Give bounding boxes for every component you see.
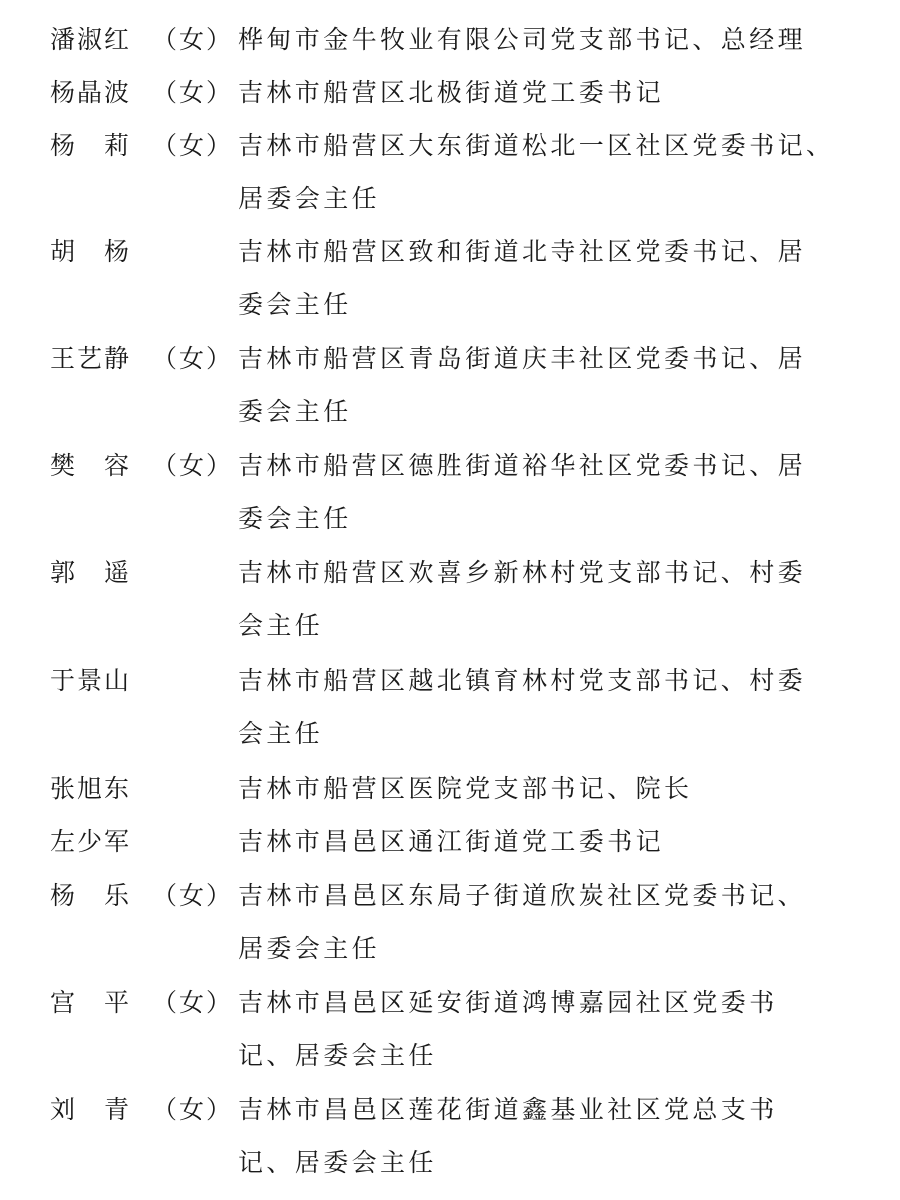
gender-note: （女） [152, 131, 234, 160]
person-title-line-1: 吉林市船营区青岛街道庆丰社区党委书记、居 [238, 344, 807, 373]
person-title-line-1: 吉林市昌邑区东局子街道欣炭社区党委书记、 [238, 881, 807, 910]
person-title-line-2: 记、居委会主任 [238, 1041, 437, 1070]
person-name: 杨 莉 [50, 131, 132, 160]
gender-note: （女） [152, 344, 234, 373]
person-title-line-2: 记、居委会主任 [238, 1148, 437, 1177]
person-title-line-1: 吉林市昌邑区延安街道鸿博嘉园社区党委书 [238, 988, 778, 1017]
gender-note [152, 769, 232, 809]
person-title-line-2: 居委会主任 [238, 934, 381, 963]
gender-note [152, 232, 232, 272]
person-title-line-1: 吉林市昌邑区莲花街道鑫基业社区党总支书 [238, 1095, 778, 1124]
person-title-line-2: 会主任 [238, 719, 324, 748]
person-name: 宫 平 [50, 988, 132, 1017]
person-name: 左少军 [50, 827, 132, 856]
person-title-line-1: 吉林市船营区致和街道北寺社区党委书记、居 [238, 237, 807, 266]
person-title-line-1: 吉林市船营区医院党支部书记、院长 [238, 774, 693, 803]
person-title-line-1: 吉林市船营区越北镇育林村党支部书记、村委 [238, 666, 807, 695]
person-title-line-1: 吉林市船营区大东街道松北一区社区党委书记、 [238, 131, 835, 160]
person-name: 杨 乐 [50, 881, 132, 910]
person-title-line-1: 吉林市船营区北极街道党工委书记 [238, 78, 665, 107]
person-title-line-1: 吉林市船营区德胜街道裕华社区党委书记、居 [238, 451, 807, 480]
person-title-line-1: 吉林市昌邑区通江街道党工委书记 [238, 827, 665, 856]
gender-note: （女） [152, 78, 234, 107]
person-title-line-1: 桦甸市金牛牧业有限公司党支部书记、总经理 [238, 25, 807, 54]
person-name: 王艺静 [50, 344, 132, 373]
person-name: 胡 杨 [50, 237, 132, 266]
person-title-line-2: 会主任 [238, 611, 324, 640]
gender-note: （女） [152, 1095, 234, 1124]
person-title-line-2: 居委会主任 [238, 184, 381, 213]
gender-note: （女） [152, 881, 234, 910]
gender-note [152, 822, 232, 862]
person-name: 于景山 [50, 666, 132, 695]
person-title-line-1: 吉林市船营区欢喜乡新林村党支部书记、村委 [238, 558, 807, 587]
person-name: 樊 容 [50, 451, 132, 480]
gender-note [152, 553, 232, 593]
person-title-line-2: 委会主任 [238, 290, 352, 319]
gender-note: （女） [152, 25, 234, 54]
gender-note [152, 661, 232, 701]
person-title-line-2: 委会主任 [238, 397, 352, 426]
gender-note: （女） [152, 988, 234, 1017]
person-name: 张旭东 [50, 774, 132, 803]
person-name: 郭 遥 [50, 558, 132, 587]
gender-note: （女） [152, 451, 234, 480]
person-name: 潘淑红 [50, 25, 132, 54]
person-title-line-2: 委会主任 [238, 504, 352, 533]
person-name: 刘 青 [50, 1095, 132, 1124]
person-name: 杨晶波 [50, 78, 132, 107]
